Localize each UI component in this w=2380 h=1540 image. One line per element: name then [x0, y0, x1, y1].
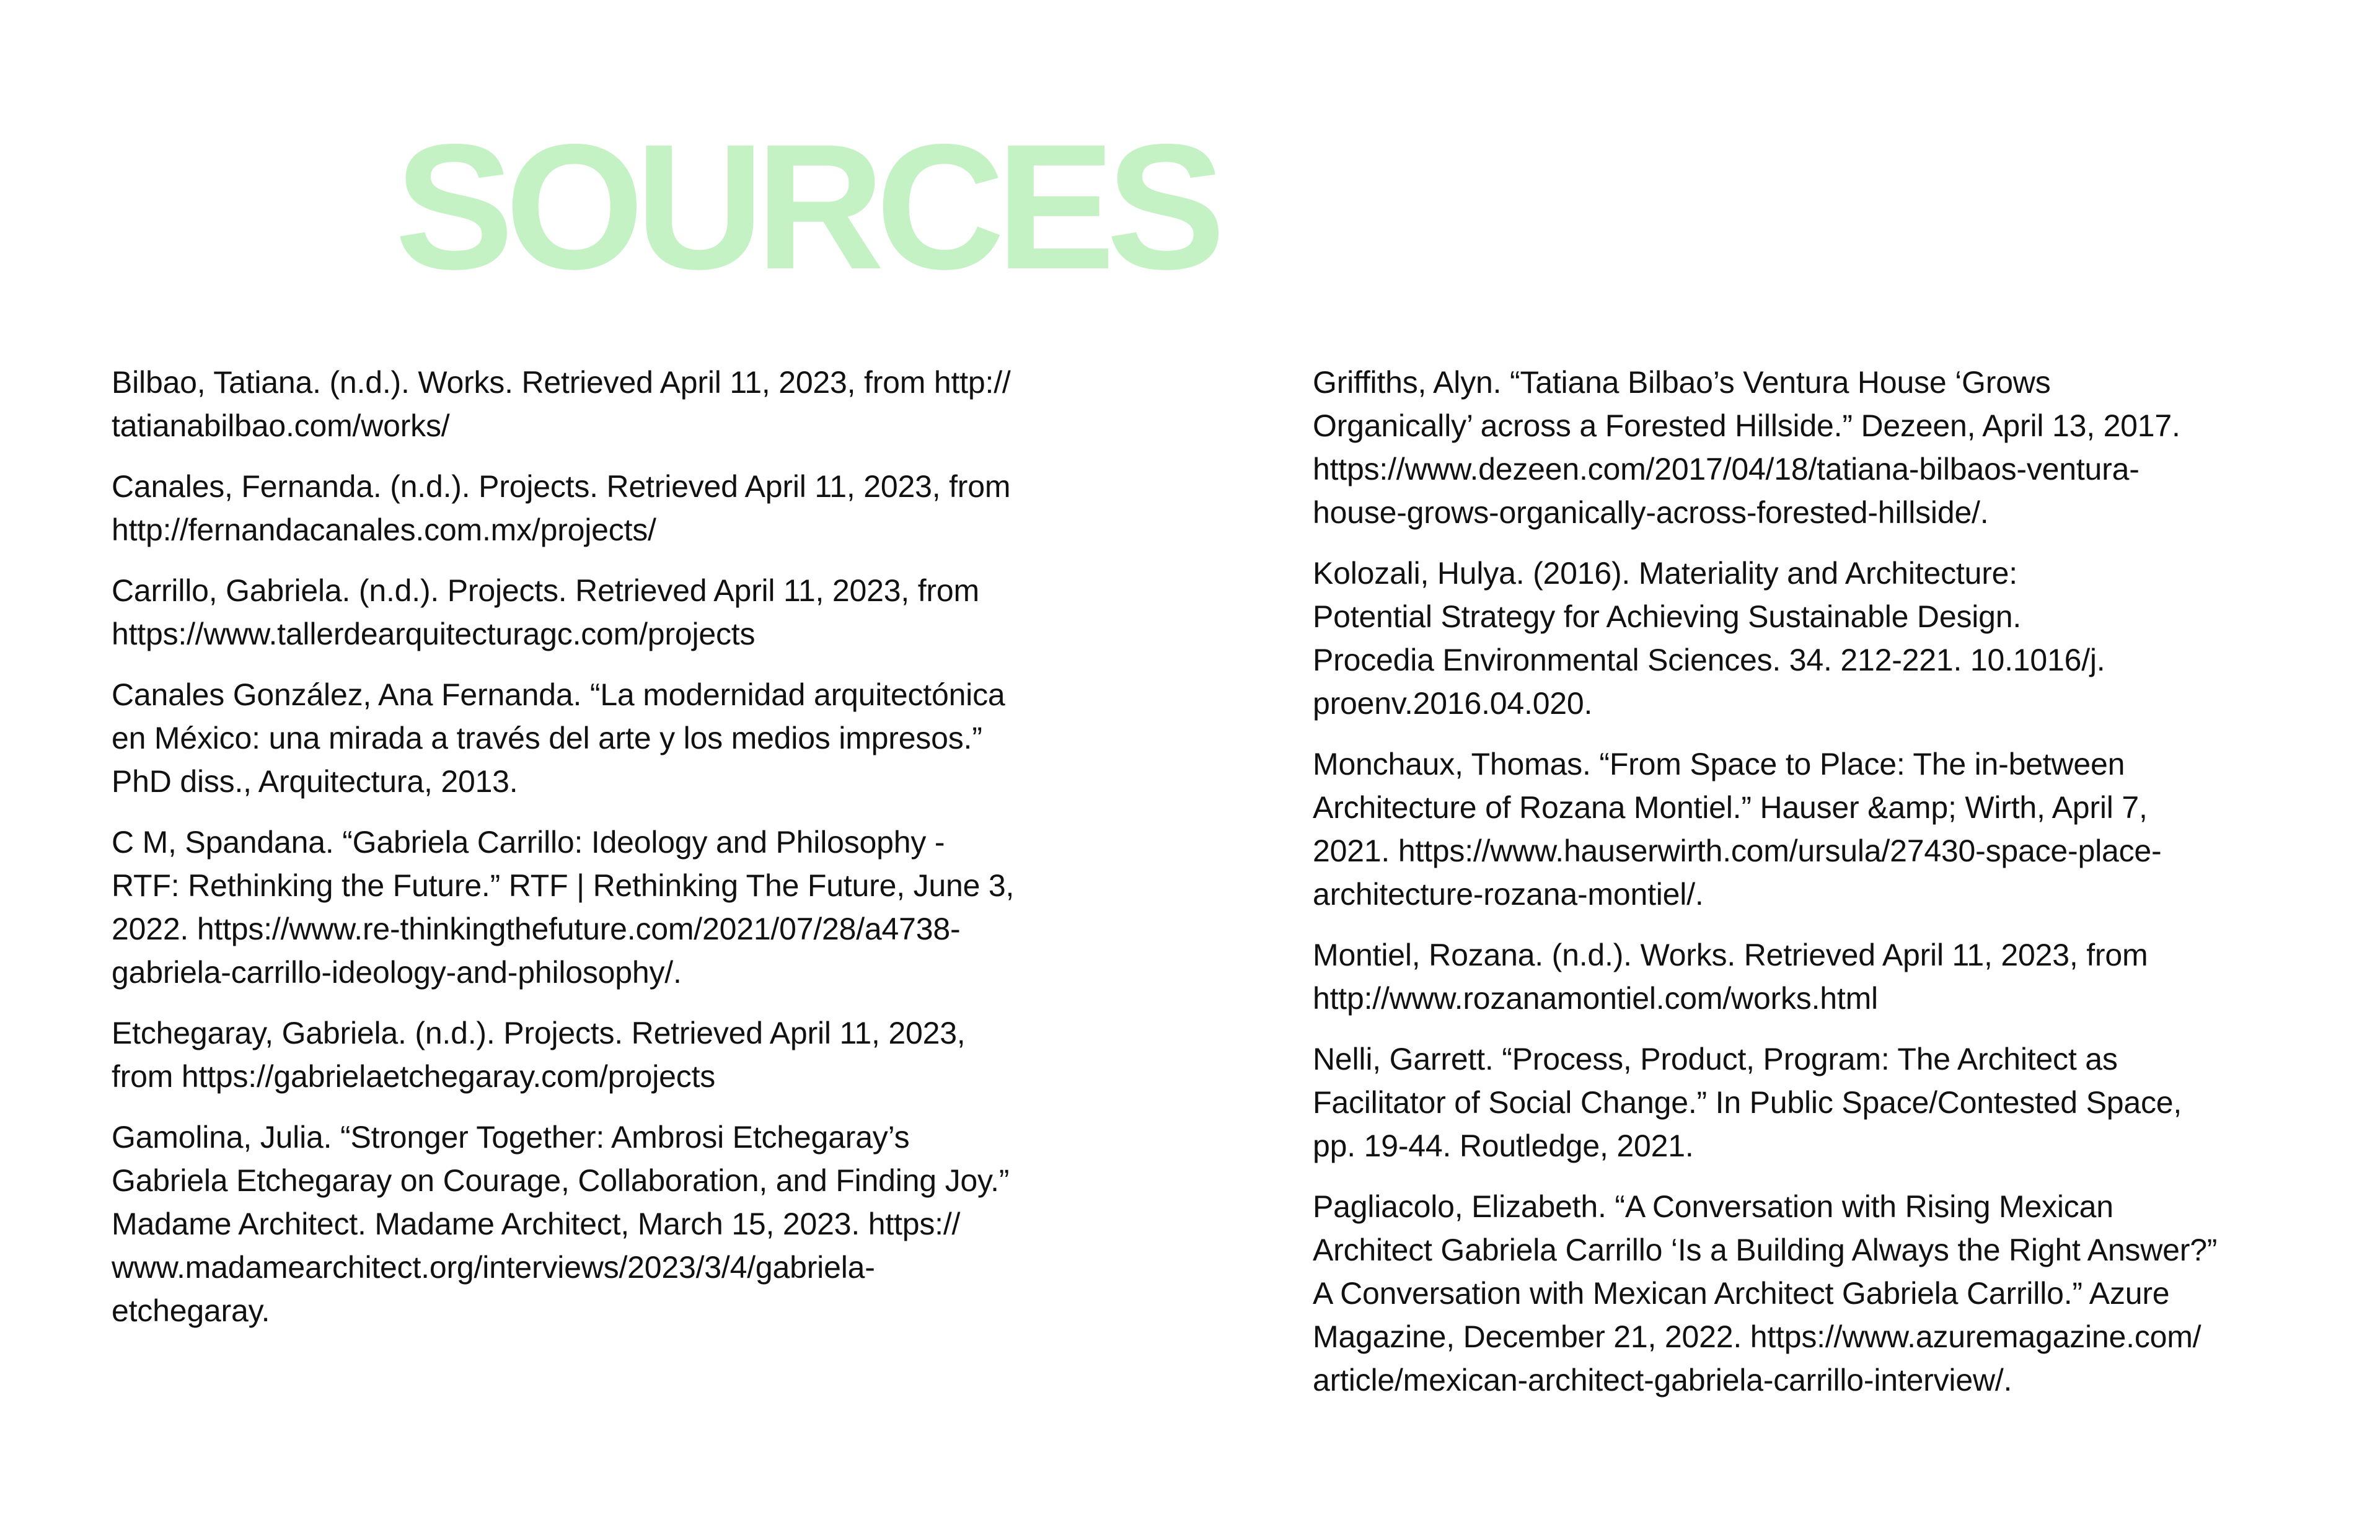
source-entry — [112, 465, 1128, 552]
source-entry-line: Magazine, December 21, 2022. https://www.azuremagazine.com/ — [1313, 1319, 2202, 1354]
source-entry-line: C M, Spandana. “Gabriela Carrillo: Ideology and Philosophy - — [112, 825, 945, 860]
source-entry — [112, 361, 1128, 447]
source-entry-line: Facilitator of Social Change.” In Public Space/Contested Space, — [1313, 1085, 2182, 1120]
source-entry — [1313, 361, 2329, 534]
source-entry-line: Bilbao, Tatiana. (n.d.). Works. Retrieved April 11, 2023, from http:// — [112, 365, 1011, 400]
source-entry-line: gabriela-carrillo-ideology-and-philosophy/. — [112, 955, 682, 990]
source-entry-line: Etchegaray, Gabriela. (n.d.). Projects. Retrieved April 11, 2023, — [112, 1016, 966, 1050]
source-entry-line: proenv.2016.04.020. — [1313, 686, 1593, 721]
source-entry — [112, 1115, 1128, 1332]
source-entry-line: Organically’ across a Forested Hillside.” Dezeen, April 13, 2017. — [1313, 408, 2180, 443]
source-entry-line: Canales, Fernanda. (n.d.). Projects. Retrieved April 11, 2023, from — [112, 469, 1011, 504]
source-entry-line: en México: una mirada a través del arte y los medios impresos.” — [112, 721, 982, 755]
sources-right-column — [1313, 361, 2329, 1419]
source-entry-line: http://fernandacanales.com.mx/projects/ — [112, 513, 656, 547]
source-entry-line: 2021. https://www.hauserwirth.com/ursula/27430-space-place- — [1313, 834, 2162, 868]
source-entry — [112, 673, 1128, 803]
source-entry — [112, 821, 1128, 994]
source-entry-line: Nelli, Garrett. “Process, Product, Program: The Architect as — [1313, 1042, 2118, 1076]
source-entry-line: Kolozali, Hulya. (2016). Materiality and Architecture: — [1313, 556, 2017, 591]
source-entry-line: http://www.rozanamontiel.com/works.html — [1313, 981, 1878, 1016]
source-entry-line: https://www.dezeen.com/2017/04/18/tatiana-bilbaos-ventura- — [1313, 452, 2140, 486]
source-entry-line: architecture-rozana-montiel/. — [1313, 877, 1704, 912]
source-entry-line: www.madamearchitect.org/interviews/2023/3/4/gabriela- — [112, 1250, 875, 1285]
source-entry-line: article/mexican-architect-gabriela-carrillo-interview/. — [1313, 1363, 2012, 1397]
source-entry-line: pp. 19-44. Routledge, 2021. — [1313, 1129, 1694, 1163]
source-entry-line: Architect Gabriela Carrillo ‘Is a Building Always the Right Answer?” — [1313, 1233, 2218, 1267]
source-entry-line: 2022. https://www.re-thinkingthefuture.com/2021/07/28/a4738- — [112, 912, 961, 946]
source-entry — [112, 569, 1128, 656]
source-entry-line: Montiel, Rozana. (n.d.). Works. Retrieved April 11, 2023, from — [1313, 938, 2148, 972]
source-entry-line: from https://gabrielaetchegaray.com/projects — [112, 1059, 716, 1094]
source-entry-line: PhD diss., Arquitectura, 2013. — [112, 764, 518, 799]
source-entry-line: house-grows-organically-across-forested-hillside/. — [1313, 495, 1989, 530]
source-entry-line: Carrillo, Gabriela. (n.d.). Projects. Retrieved April 11, 2023, from — [112, 573, 979, 608]
page-title: SOURCES — [395, 107, 1217, 307]
sources-left-column — [112, 361, 1128, 1350]
source-entry — [1313, 1185, 2329, 1402]
source-entry-line: Procedia Environmental Sciences. 34. 212-221. 10.1016/j. — [1313, 643, 2105, 677]
source-entry-line: Madame Architect. Madame Architect, March 15, 2023. https:// — [112, 1207, 961, 1241]
source-entry-line: https://www.tallerdearquitecturagc.com/projects — [112, 617, 756, 651]
source-entry-line: Architecture of Rozana Montiel.” Hauser &amp; Wirth, April 7, — [1313, 790, 2148, 825]
source-entry-line: Potential Strategy for Achieving Sustainable Design. — [1313, 599, 2022, 634]
source-entry — [1313, 1037, 2329, 1168]
source-entry-line: RTF: Rethinking the Future.” RTF | Rethinking The Future, June 3, — [112, 868, 1015, 903]
source-entry-line: Pagliacolo, Elizabeth. “A Conversation with Rising Mexican — [1313, 1189, 2113, 1224]
source-entry-line: Gabriela Etchegaray on Courage, Collaboration, and Finding Joy.” — [112, 1163, 1010, 1198]
source-entry — [1313, 933, 2329, 1020]
source-entry-line: etchegaray. — [112, 1293, 270, 1328]
source-entry — [1313, 742, 2329, 916]
source-entry-line: Canales González, Ana Fernanda. “La modernidad arquitectónica — [112, 677, 1005, 712]
source-entry-line: Gamolina, Julia. “Stronger Together: Ambrosi Etchegaray’s — [112, 1120, 910, 1155]
source-entry-line: Monchaux, Thomas. “From Space to Place: The in-between — [1313, 747, 2125, 781]
source-entry — [112, 1011, 1128, 1098]
source-entry — [1313, 552, 2329, 725]
source-entry-line: tatianabilbao.com/works/ — [112, 408, 450, 443]
source-entry-line: A Conversation with Mexican Architect Gabriela Carrillo.” Azure — [1313, 1276, 2170, 1311]
source-entry-line: Griffiths, Alyn. “Tatiana Bilbao’s Ventura House ‘Grows — [1313, 365, 2051, 400]
